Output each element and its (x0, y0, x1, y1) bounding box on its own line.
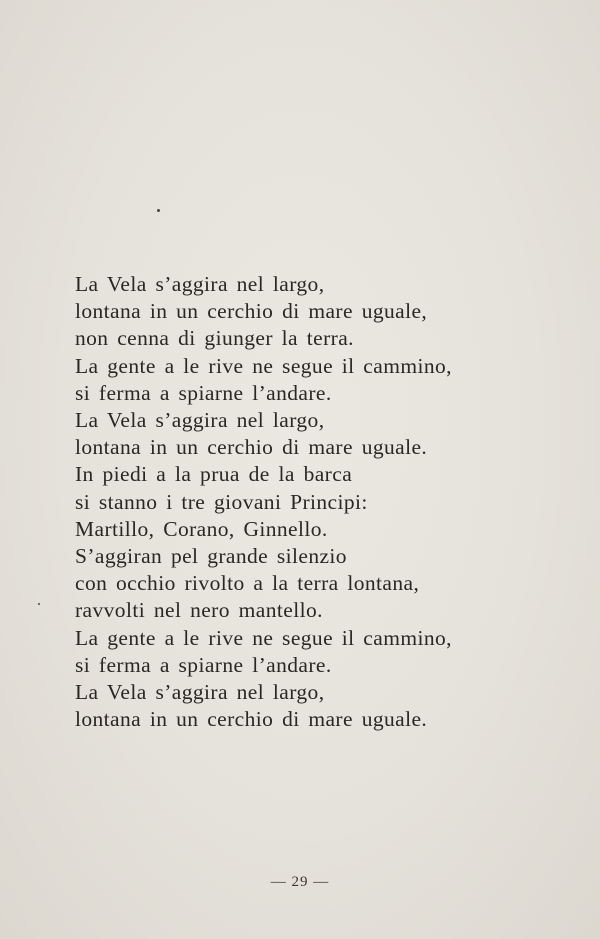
poem-line: lontana in un cerchio di mare uguale, (75, 299, 428, 324)
poem-line: Martillo, Corano, Ginnello. (75, 516, 328, 541)
page-number: — 29 — (270, 874, 330, 890)
poem-line: lontana in un cerchio di mare uguale. (75, 435, 428, 460)
poem-line: La gente a le rive ne segue il cammino, (75, 625, 452, 650)
poem-line: ravvolti nel nero mantello. (75, 598, 323, 623)
poem-line: si ferma a spiarne l’andare. (75, 380, 332, 405)
poem-line: La Vela s’aggira nel largo, (75, 680, 325, 705)
ink-speck (157, 209, 160, 212)
poem-line: lontana in un cerchio di mare uguale. (75, 707, 428, 732)
poem-text (75, 271, 575, 733)
poem-line: La gente a le rive ne segue il cammino, (75, 353, 452, 378)
poem-line: con occhio rivolto a la terra lontana, (75, 571, 420, 596)
poem-line: S’aggiran pel grande silenzio (75, 544, 347, 569)
poem-line: La Vela s’aggira nel largo, (75, 272, 325, 296)
ink-speck (38, 603, 40, 605)
poem-line: La Vela s’aggira nel largo, (75, 408, 325, 433)
poem-line: si stanno i tre giovani Principi: (75, 489, 368, 514)
poem-line: In piedi a la prua de la barca (75, 462, 353, 487)
poem-line: si ferma a spiarne l’andare. (75, 652, 332, 677)
poem-line: non cenna di giunger la terra. (75, 326, 354, 351)
